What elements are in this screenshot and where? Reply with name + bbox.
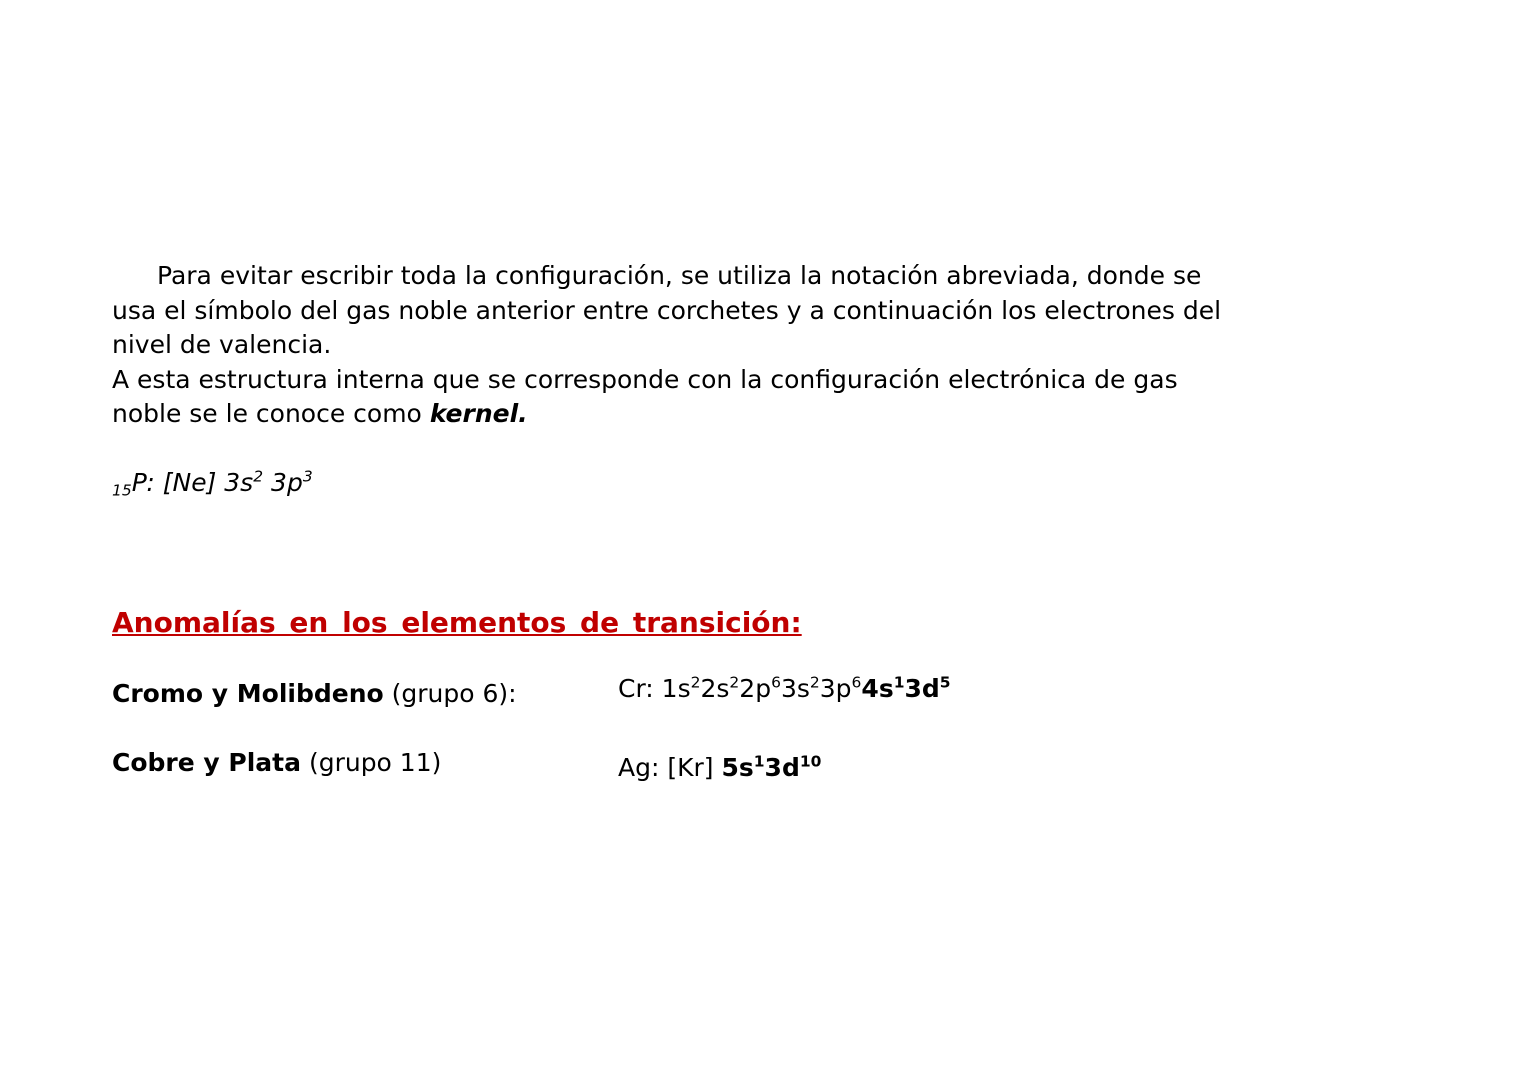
row-label-copper [112,748,441,777]
kernel-term: kernel. [429,399,528,428]
label-bold: Cromo y Molibdeno [112,679,384,708]
paragraph-text: noble se le conoce como [112,399,430,428]
paragraph-line: usa el símbolo del gas noble anterior entre corchetes y a continuación los electrones del [112,296,1222,325]
label-rest: (grupo 6): [383,679,517,708]
cfg-bold: 5s [721,753,754,782]
cfg-bold: 1 [893,673,905,692]
exponent: 2 [690,673,701,692]
phosphorus-example [112,468,313,498]
exponent [800,753,822,771]
cfg-part: 3s [780,674,810,703]
exponent [940,674,951,692]
config-silver [618,753,821,782]
section-heading: Anomalías en los elementos de transición: [112,606,802,639]
exponent: 6 [771,673,781,692]
cfg-bold: 4s [861,674,894,703]
atomic-number: 15 [112,481,132,500]
cfg-part: Cr: 1s [618,674,691,703]
exponent [894,674,905,692]
cfg-bold: 3d [904,674,940,703]
cfg-part: 3p [819,674,852,703]
exponent: 2 [729,673,740,692]
cfg-part: 2s [700,674,730,703]
exponent: 3 [302,467,313,486]
cfg-bold: 3d [764,753,800,782]
cfg-part: Ag: [Kr] [618,753,722,782]
cfg-bold: 1 [753,752,765,771]
row-label-chromium [112,679,517,708]
label-rest: (grupo 11) [301,748,442,777]
config-chromium [618,674,951,703]
paragraph-line: A esta estructura interna que se corresponde con la configuración electrónica de gas [112,365,1178,394]
cfg-bold: 5 [939,673,951,692]
example-text: 3p [263,468,303,497]
exponent: 6 [851,673,862,692]
paragraph-line: nivel de valencia. [112,330,332,359]
paragraph-line [112,399,528,429]
exponent: 2 [809,673,820,692]
exponent: 2 [253,467,264,486]
example-text: P: [Ne] 3s [131,468,254,497]
cfg-part: 2p [739,674,772,703]
label-bold: Cobre y Plata [112,748,301,777]
paragraph-line: Para evitar escribir toda la configuración, se utiliza la notación abreviada, donde se [157,261,1202,290]
cfg-bold: 10 [799,752,822,771]
exponent [754,753,765,771]
